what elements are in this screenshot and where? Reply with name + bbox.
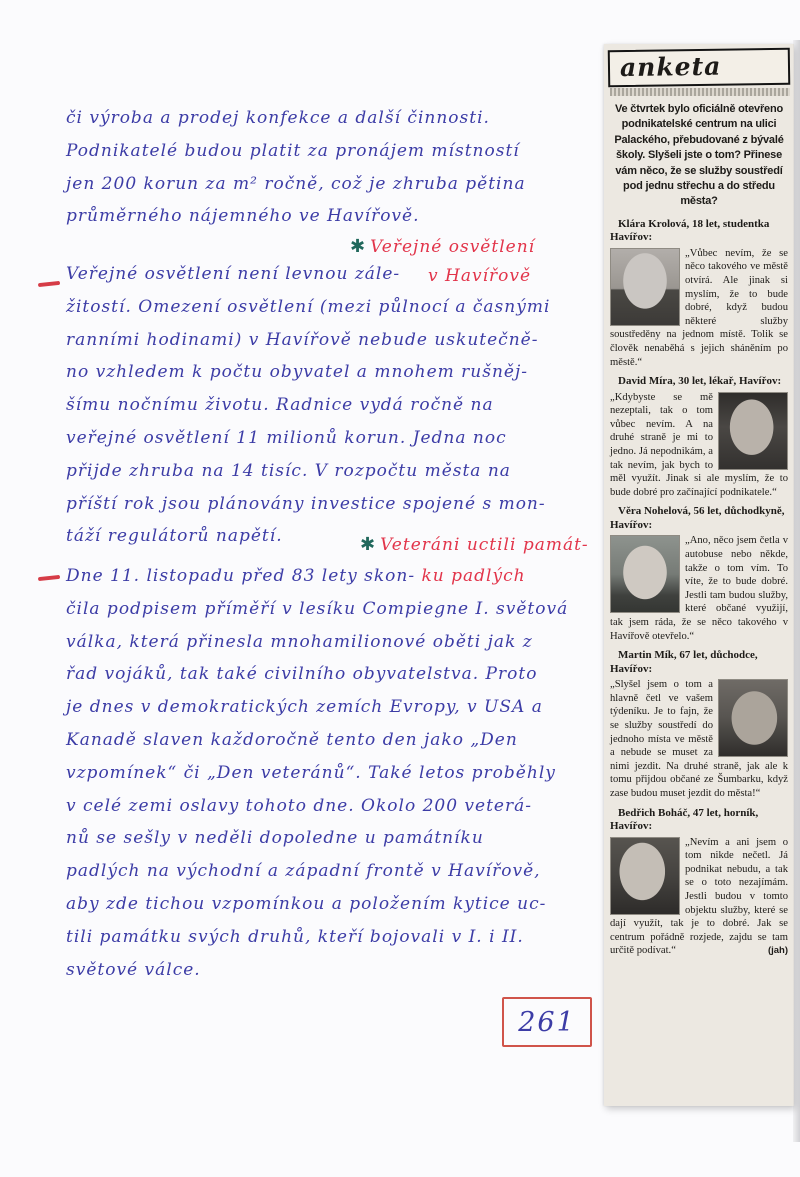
handwritten-line: táží regulátorů napětí. [66, 526, 283, 547]
entry-name: Bedřich Boháč, 47 let, horník, Havířov: [610, 806, 759, 833]
portrait-photo [610, 535, 680, 613]
interview-entry [610, 505, 788, 643]
handwritten-paragraph-2 [66, 258, 550, 553]
handwritten-line: tili památku svých druhů, kteří bojovali v I. i II. [66, 926, 524, 947]
handwritten-line: žitostí. Omezení osvětlení (mezi půlnocí a časnými [66, 296, 551, 317]
handwritten-text: Dne 11. listopadu před 83 lety skon- [66, 566, 416, 586]
annotation-text: Veteráni uctili památ- [380, 535, 589, 555]
margin-dash-mark [38, 281, 60, 287]
handwritten-line: průměrného nájemného ve Havířově. [66, 206, 420, 227]
annotation-public-lighting [350, 236, 535, 257]
entry-quote: „Kdybyste se mě nezeptali, tak o tom vůbec nevím. A na druhé straně je mi to jedno. Já nepodnikám, a tak nevím, jak bych to měl využít. Jinak si ale myslím, že to bude dobré pro začínající podnikatele.“ [610, 391, 788, 498]
entry-quote: „Slyšel jsem o tom a hlavně četl ve vašem týdeníku. Je to fajn, že se služby soustředí do jednoho místa ve městě a nebude se muset za nimi jezdit. Na druhé straně, jak ale k tomu přijdou občané ze Šumbarku, když zase budou muset jezdit do města!“ [610, 679, 788, 799]
annotation-text: v Havířově [428, 266, 532, 286]
handwritten-line: válka, která přinesla mnohamilionové oběti jak z [66, 631, 533, 652]
entry-quote-block [610, 247, 788, 369]
handwritten-line: řad vojáků, tak také civilního obyvatelstva. Proto [66, 664, 538, 685]
interview-entry [610, 218, 788, 369]
entry-name: Martin Mík, 67 let, důchodce, Havířov: [610, 649, 758, 675]
annotation-continuation: ku padlých [421, 566, 526, 586]
margin-dash-mark [38, 575, 60, 581]
handwritten-line [66, 560, 568, 593]
handwritten-line: vzpomínek“ či „Den veteránů“. Také letos proběhly [66, 762, 556, 783]
annotation-text: Veřejné osvětlení [370, 237, 536, 257]
handwritten-line: Podnikatelé budou platit za pronájem místností [66, 140, 520, 161]
portrait-photo [718, 392, 788, 470]
clipping-header-box [608, 48, 790, 88]
handwritten-line: světové válce. [66, 959, 201, 980]
handwritten-line: jen 200 korun za m² ročně, což je zhruba pětina [66, 173, 526, 194]
entry-quote-block [610, 678, 788, 800]
page-number: 261 [518, 1006, 576, 1038]
annotation-veterans [360, 534, 589, 555]
star-icon: ✱ [360, 534, 377, 555]
page-number-stamp [502, 997, 592, 1047]
handwritten-line: v celé zemi oslavy tohoto dne. Okolo 200 veterá- [66, 795, 532, 816]
handwritten-line: ranními hodinami) v Havířově nebude uskutečně- [66, 329, 539, 350]
portrait-photo [610, 248, 680, 326]
handwritten-line: šímu nočnímu životu. Radnice vydá ročně na [66, 395, 494, 416]
entry-quote-block [610, 534, 788, 643]
handwritten-line: příští rok jsou plánovány investice spojené s mon- [66, 493, 546, 514]
entry-quote: „Vůbec nevím, že se něco takového ve městě otvírá. Ale jinak si myslím, že to bude dobré, když budou některé služby soustředěny na jednom místě. Tolik se člověk nenaběhá s jejich sháněním po městě.“ [610, 247, 788, 368]
scan-edge-shadow [793, 40, 800, 1142]
entry-name: Věra Nohelová, 56 let, důchodkyně, Havířov: [610, 505, 785, 531]
handwritten-line: je dnes v demokratických zemích Evropy, v USA a [66, 697, 543, 718]
newspaper-clipping [604, 44, 794, 1106]
entry-quote: „Nevím a ani jsem o tom nikde nečetl. Já podnikat nebudu, a tak se o toto nezajímám. Jestli budou v tomto objektu služby, které se dají využít, tak je to dobré. Jak se centrum pořádně rozjede, zajdu se tam určitě podívat.“ [610, 836, 788, 957]
portrait-photo [610, 837, 680, 915]
entry-byline: (jah) [767, 945, 788, 957]
handwritten-line: přijde zhruba na 14 tisíc. V rozpočtu města na [66, 460, 511, 481]
handwritten-line: nů se sešly v neděli dopoledne u památníku [66, 828, 484, 849]
handwritten-paragraph-1 [66, 102, 526, 233]
handwritten-line: veřejné osvětlení 11 milionů korun. Jedna noc [66, 427, 507, 448]
star-icon: ✱ [350, 236, 367, 257]
halftone-strip [610, 88, 790, 96]
interview-entry [610, 375, 788, 499]
handwritten-line: no vzhledem k počtu obyvatel a mnohem rušněj- [66, 362, 528, 383]
portrait-photo [718, 679, 788, 757]
handwritten-line: padlých na východní a západní frontě v Havířově, [66, 861, 541, 882]
entry-quote-block [610, 391, 788, 500]
entry-name: Klára Krolová, 18 let, studentka Havířov: [610, 217, 770, 244]
handwritten-paragraph-3 [66, 560, 568, 986]
clipping-intro: Ve čtvrtek bylo oficiálně otevřeno podnikatelské centrum na ulici Palackého, přebudované z bývalé školy. Slyšeli jste o tom? Přinese vám něco, že se služby soustředí pod jednu střechu a do středu města? [614, 103, 784, 208]
interview-entry [610, 649, 788, 800]
entry-quote-block [610, 836, 788, 958]
handwritten-line: aby zde tichou vzpomínkou a položením kytice uc- [66, 893, 547, 914]
entry-quote: „Ano, něco jsem četla v autobuse nebo někde, takže o tom vím. To víte, že to bude dobré. Jestli tam budou služby, které občané využijí, tak jsem ráda, že se něco takového v Havířově otevřelo.“ [610, 535, 788, 642]
interview-entry [610, 807, 788, 958]
handwritten-line: Veřejné osvětlení není levnou zále- [66, 264, 401, 284]
entry-name: David Míra, 30 let, lékař, Havířov: [618, 375, 782, 388]
handwritten-line: čila podpisem příměří v lesíku Compiegne I. světová [66, 598, 569, 619]
clipping-title: anketa [619, 51, 722, 83]
handwritten-line: či výroba a prodej konfekce a další činnosti. [66, 108, 490, 128]
handwritten-line: Kanadě slaven každoročně tento den jako „Den [66, 729, 518, 750]
